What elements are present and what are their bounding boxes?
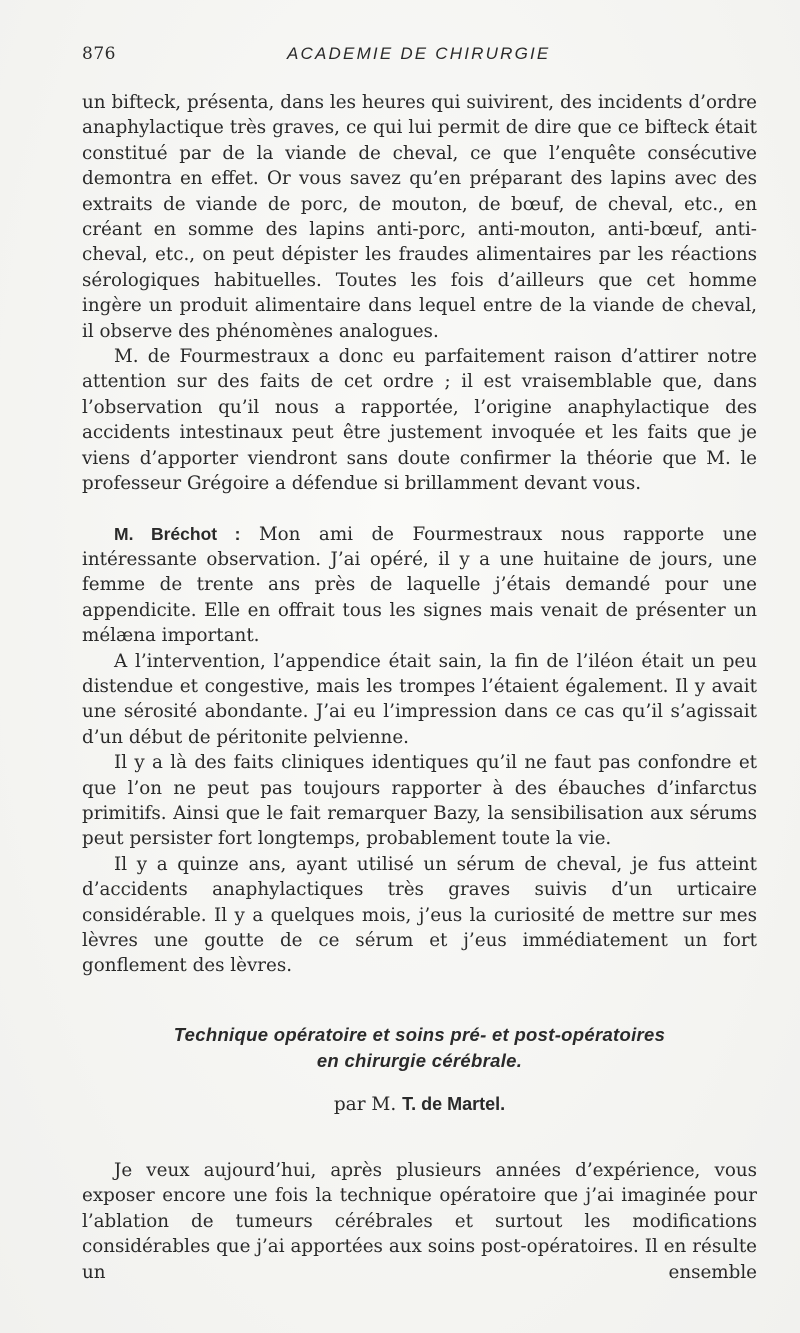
- article-opening-paragraph: Je veux aujourd’hui, après plusieurs années d’expérience, vous exposer encore une fois la technique opératoire que j’ai imaginée pour l’ablation de tumeurs cérébrales et surtout les modifications considérables que j’ai apportées aux soins post-opératoires. Il en résulte un ensemble: [82, 1160, 757, 1283]
- paragraph-brechot: [82, 522, 757, 649]
- article-body: [82, 1158, 757, 1285]
- article-title: [82, 1022, 757, 1074]
- byline-prefix: par M.: [333, 1094, 397, 1115]
- paragraph-clinical-facts: Il y a là des faits cliniques identiques qu’il ne faut pas confondre et que l’on ne peut pas toujours rapporter à des ébauches d’infarctus primitifs. Ainsi que le fait remarquer Bazy, la sensibilisation aux sérums peut persister fort longtemps, probablement toute la vie.: [82, 752, 757, 850]
- article-title-line-1: Technique opératoire et soins pré- et post-opératoires: [173, 1024, 666, 1045]
- discussion-text: [82, 90, 757, 979]
- page-header: [82, 44, 757, 68]
- paragraph-brechot-text: Mon ami de Fourmestraux nous rapporte une intéressante observation. J’ai opéré, il y a une huitaine de jours, une femme de trente ans près de laquelle j’étais demandé pour une appendicite. Elle en offrait tous les signes mais venait de présenter un mélæna important.: [82, 523, 757, 647]
- speaker-name: M. Bréchot :: [114, 523, 241, 544]
- running-title: ACADEMIE DE CHIRURGIE: [287, 44, 551, 63]
- paragraph-serum: Il y a quinze ans, ayant utilisé un sérum de cheval, je fus atteint d’accidents anaphylactiques très graves suivis d’un urticaire considérable. Il y a quelques mois, j’eus la curiosité de mettre sur mes lèvres une goutte de ce sérum et j’eus immédiatement un fort gonflement des lèvres.: [82, 853, 757, 977]
- article-title-line-2: en chirurgie cérébrale.: [316, 1050, 523, 1071]
- paragraph-intervention: A l’intervention, l’appendice était sain, la fin de l’iléon était un peu distendue et congestive, mais les trompes l’étaient également. Il y avait une sérosité abondante. J’ai eu l’impression dans ce cas qu’il s’agissait d’un début de péritonite pelvienne.: [82, 650, 757, 748]
- article-byline: [82, 1094, 757, 1115]
- page-number: 876: [82, 44, 116, 64]
- byline-author: T. de Martel.: [402, 1094, 506, 1114]
- paragraph-continuation: un bifteck, présenta, dans les heures qui suivirent, des incidents d’ordre anaphylactique très graves, ce qui lui permit de dire que ce bifteck était constitué par de la viande de cheval, ce que l’enquête consécutive demontra en effet. Or vous savez qu’en préparant des lapins avec des extraits de viande de porc, de mouton, de bœuf, de cheval, etc., en créant en somme des lapins anti-porc, anti-mouton, anti-bœuf, anti-cheval, etc., on peut dépister les fraudes alimentaires par les réactions sérologiques habituelles. Toutes les fois d’ailleurs que cet homme ingère un produit alimentaire dans lequel entre de la viande de cheval, il observe des phénomènes analogues.: [82, 92, 757, 342]
- paragraph-fourmestraux: M. de Fourmestraux a donc eu parfaitement raison d’attirer notre attention sur des faits de cet ordre ; il est vraisemblable que, dans l’observation qu’il nous a rapportée, l’origine anaphylactique des accidents intestinaux peut être justement invoquée et les faits que je viens d’apporter viendront sans doute confirmer la théorie que M. le professeur Grégoire a défendue si brillamment devant vous.: [82, 346, 757, 495]
